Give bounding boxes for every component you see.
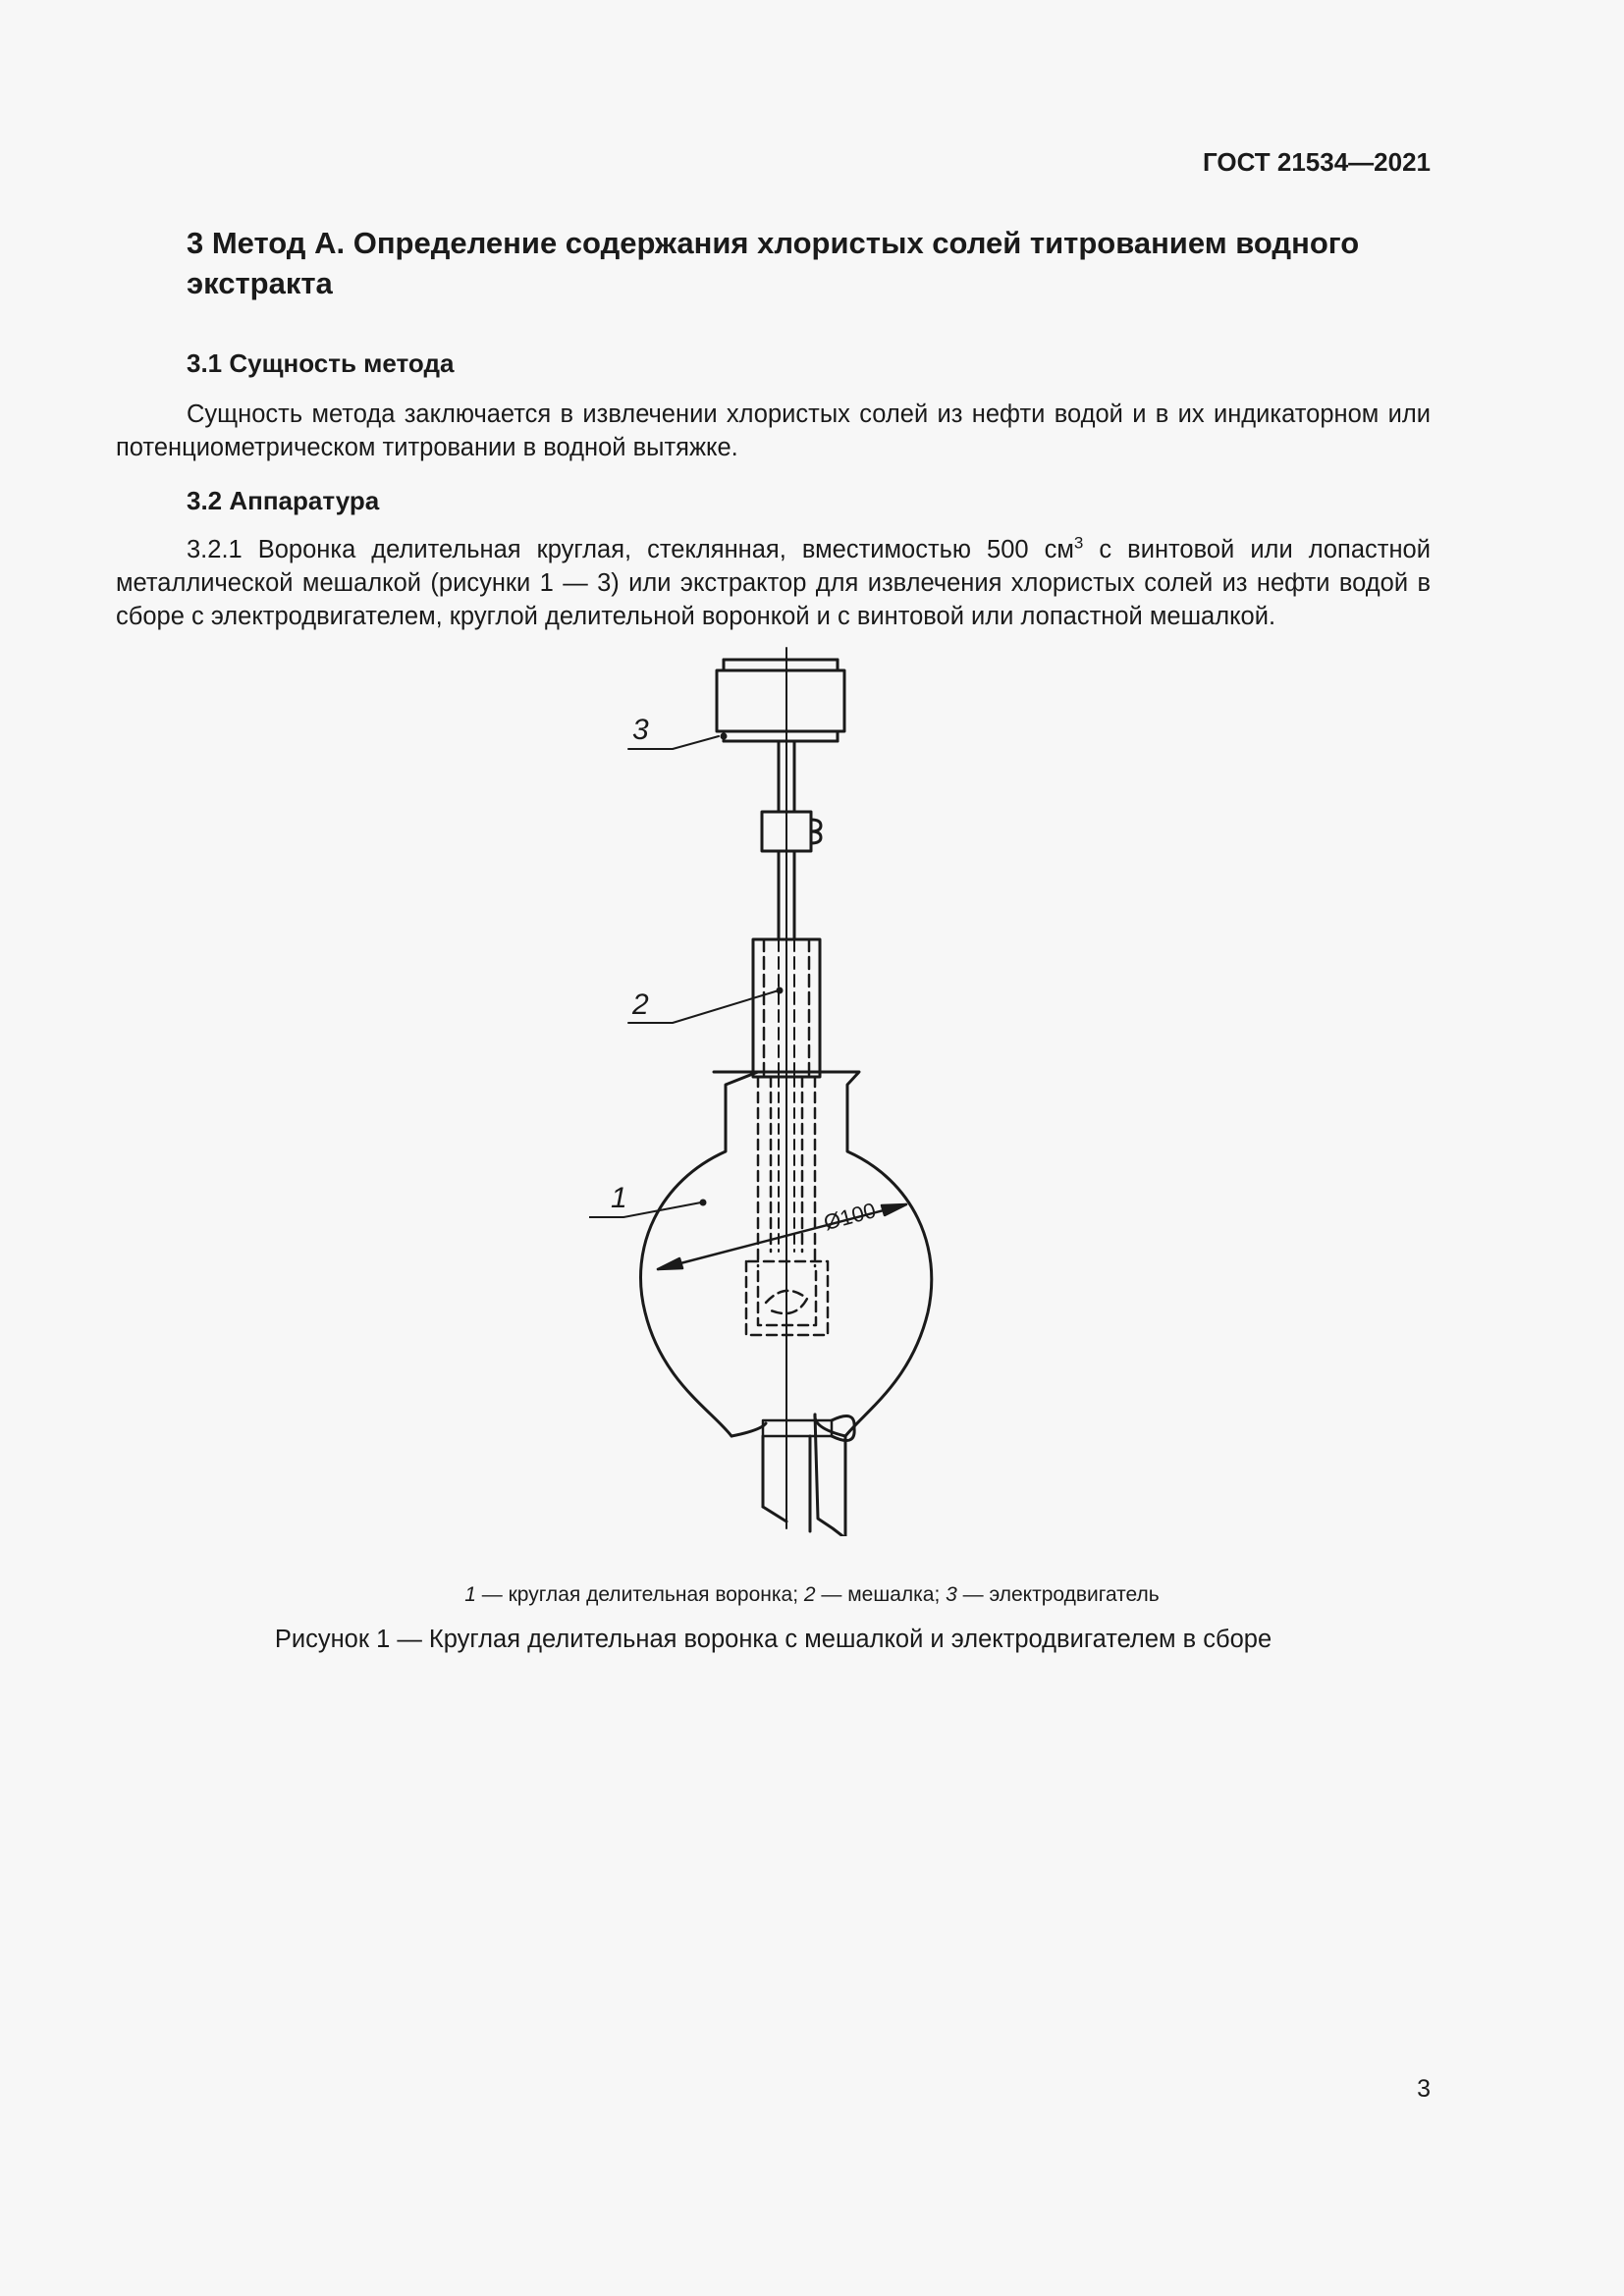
legend-num-1: 1 bbox=[464, 1583, 476, 1606]
dimension-label: Ø100 bbox=[821, 1198, 879, 1236]
label-1: 1 bbox=[611, 1182, 627, 1214]
figure-caption: Рисунок 1 — Круглая делительная воронка с мешалкой и электродвигателем в сборе bbox=[274, 1626, 1272, 1653]
superscript-cubic: 3 bbox=[1073, 533, 1084, 553]
figure-funnel-drawing bbox=[589, 643, 1001, 1536]
paragraph-apparatus bbox=[116, 533, 1431, 633]
section-title: 3 Метод А. Определение содержания хлористых солей титрованием водного экстракта bbox=[187, 226, 1360, 300]
paragraph-method-essence: Сущность метода заключается в извлечении хлористых солей из нефти водой и в их индикаторном или потенциометрическом титровании в водной вытяжке. bbox=[116, 400, 1431, 461]
subsection-title-essence: 3.1 Сущность метода bbox=[187, 348, 455, 378]
document-standard-number: ГОСТ 21534—2021 bbox=[1203, 147, 1431, 177]
legend-num-2: 2 bbox=[803, 1583, 816, 1606]
subsection-title-apparatus: 3.2 Аппаратура bbox=[187, 486, 380, 515]
paragraph-apparatus-part2: с винтовой или лопастной металлической мешалкой (рисунки 1 — 3) или экстрактор для извлечения хлористых солей из нефти водой в сборе с электродвигателем, круглой делительной воронкой и с винтовой или лопастной мешалкой. bbox=[116, 536, 1431, 630]
electric-motor bbox=[717, 660, 844, 741]
leader-lines bbox=[589, 736, 779, 1217]
paragraph-apparatus-part1: 3.2.1 Воронка делительная круглая, стеклянная, вместимостью 500 см bbox=[187, 536, 1074, 563]
legend-num-3: 3 bbox=[946, 1583, 957, 1606]
stopcock bbox=[763, 1416, 854, 1532]
figure-legend bbox=[0, 1583, 1624, 1607]
page-number: 3 bbox=[1417, 2075, 1431, 2103]
label-2: 2 bbox=[632, 988, 649, 1021]
legend-text-3: — электродвигатель bbox=[956, 1583, 1160, 1606]
shaft-coupling bbox=[762, 812, 821, 851]
funnel-neck-bottom bbox=[731, 1423, 766, 1436]
legend-text-1: — круглая делительная воронка; bbox=[475, 1583, 804, 1606]
label-3: 3 bbox=[632, 714, 649, 746]
legend-text-2: — мешалка; bbox=[815, 1583, 947, 1606]
